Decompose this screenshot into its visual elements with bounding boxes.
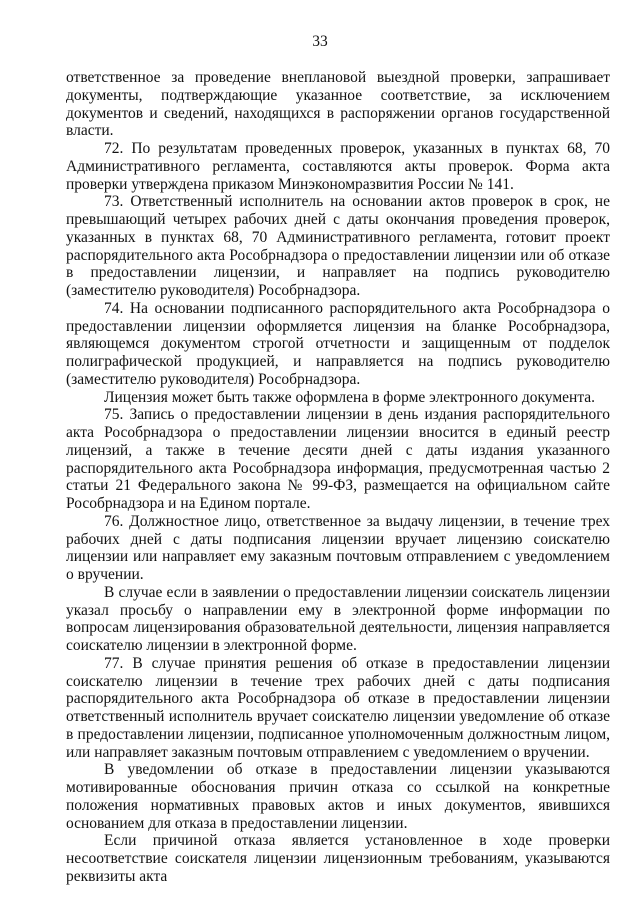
paragraph-77-notice: В уведомлении об отказе в предоставлении лицензии указываются мотивированные обоснования причин отказа со ссылкой на конкретные положения нормативных правовых актов и иных документов, явившихся основанием для отказа в предоставлении лицензии. (66, 761, 610, 832)
paragraph-77-reason: Если причиной отказа является установленное в ходе проверки несоответствие соискателя лицензии лицензионным требованиям, указываются реквизиты акта (66, 832, 610, 885)
paragraph-74-electronic: Лицензия может быть также оформлена в форме электронного документа. (104, 388, 596, 406)
paragraph-76: 76. Должностное лицо, ответственное за выдачу лицензии, в течение трех рабочих дней с даты подписания лицензии вручает лицензию соискателю лицензии или направляет ему заказным почтовым отправлением с уведомлением о вручении. (66, 512, 610, 583)
paragraph-continuation: ответственное за проведение внеплановой выездной проверки, запрашивает документы, подтверждающие указанное соответствие, за исключением документов и сведений, находящихся в распоряжении органов государственной власти. (66, 69, 610, 140)
paragraph-77: 77. В случае принятия решения об отказе в предоставлении лицензии соискателю лицензии в течение трех рабочих дней с даты подписания распорядительного акта Рособрнадзора об отказе в предоставлении лицензии ответственный исполнитель вручает соискателю лицензии уведомление об отказе в предоставлении лицензии, подписанное уполномоченным должностным лицом, или направляет заказным почтовым отправлением с уведомлением о вручении. (66, 654, 610, 761)
paragraph-76-electronic: В случае если в заявлении о предоставлении лицензии соискатель лицензии указал просьбу о направлении ему в электронной форме информации по вопросам лицензирования образовательной деятельности, лицензия направляется соискателю лицензии в электронной форме. (66, 583, 610, 654)
paragraph-73: 73. Ответственный исполнитель на основании актов проверок в срок, не превышающий четырех рабочих дней с даты окончания проведения проверок, указанных в пунктах 68, 70 Административного регламента, готовит проект распорядительного акта Рособрнадзора о предоставлении лицензии или об отказе в предоставлении лицензии, и направляет на подпись руководителю (заместителю руководителя) Рособрнадзора. (66, 193, 610, 299)
paragraph-74: 74. На основании подписанного распорядительного акта Рособрнадзора о предоставлении лицензии оформляется лицензия на бланке Рособрнадзора, являющемся документом строгой отчетности и защищенным от подделок полиграфической продукцией, и направляется на подпись руководителю (заместителю руководителя) Рособрнадзора. (66, 299, 610, 388)
page-number: 33 (312, 33, 328, 50)
paragraph-75: 75. Запись о предоставлении лицензии в день издания распорядительного акта Рособрнадзора о предоставлении лицензии вносится в единый реестр лицензий, а также в течение десяти дней с даты издания указанного распорядительного акта Рособрнадзора информация, предусмотренная частью 2 статьи 21 Федерального закона № 99-ФЗ, размещается на официальном сайте Рособрнадзора и на Едином портале. (66, 406, 610, 512)
paragraph-72: 72. По результатам проведенных проверок, указанных в пунктах 68, 70 Административного регламента, составляются акты проверок. Форма акта проверки утверждена приказом Минэкономразвития России № 141. (66, 140, 610, 193)
document-body (66, 69, 610, 886)
